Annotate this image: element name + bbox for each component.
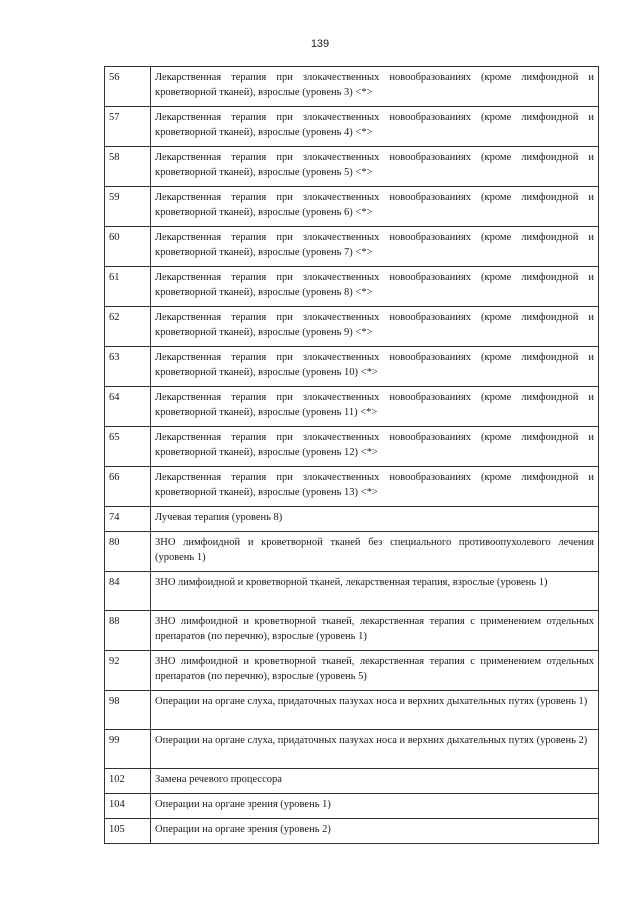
row-description: Лекарственная терапия при злокачественных новообразованиях (кроме лимфоидной и кроветворной тканей), взрослые (уровень 12) <*> [151,427,599,467]
row-code: 92 [105,651,151,691]
table-row [105,819,599,844]
row-code: 59 [105,187,151,227]
table-row [105,387,599,427]
row-code: 104 [105,794,151,819]
table-row [105,427,599,467]
tariff-table [104,66,599,844]
row-description: Замена речевого процессора [151,769,599,794]
row-description: ЗНО лимфоидной и кроветворной тканей без специального противоопухолевого лечения (уровень 1) [151,532,599,572]
row-description: Лекарственная терапия при злокачественных новообразованиях (кроме лимфоидной и кроветворной тканей), взрослые (уровень 4) <*> [151,107,599,147]
table-row [105,107,599,147]
table-row [105,347,599,387]
row-code: 102 [105,769,151,794]
row-code: 64 [105,387,151,427]
row-description: Лекарственная терапия при злокачественных новообразованиях (кроме лимфоидной и кроветворной тканей), взрослые (уровень 5) <*> [151,147,599,187]
table-row [105,267,599,307]
table-row [105,794,599,819]
row-code: 60 [105,227,151,267]
table-row [105,507,599,532]
row-description: Лекарственная терапия при злокачественных новообразованиях (кроме лимфоидной и кроветворной тканей), взрослые (уровень 8) <*> [151,267,599,307]
row-description: Лекарственная терапия при злокачественных новообразованиях (кроме лимфоидной и кроветворной тканей), взрослые (уровень 10) <*> [151,347,599,387]
row-description: Лекарственная терапия при злокачественных новообразованиях (кроме лимфоидной и кроветворной тканей), взрослые (уровень 9) <*> [151,307,599,347]
row-code: 56 [105,67,151,107]
row-description: Лекарственная терапия при злокачественных новообразованиях (кроме лимфоидной и кроветворной тканей), взрослые (уровень 13) <*> [151,467,599,507]
table-row [105,769,599,794]
table-row [105,572,599,611]
table-row [105,147,599,187]
row-code: 105 [105,819,151,844]
row-description: ЗНО лимфоидной и кроветворной тканей, лекарственная терапия, взрослые (уровень 1) [151,572,599,611]
row-description: Лекарственная терапия при злокачественных новообразованиях (кроме лимфоидной и кроветворной тканей), взрослые (уровень 3) <*> [151,67,599,107]
table-row [105,651,599,691]
row-description: Лучевая терапия (уровень 8) [151,507,599,532]
table-row [105,532,599,572]
row-code: 99 [105,730,151,769]
row-description: Лекарственная терапия при злокачественных новообразованиях (кроме лимфоидной и кроветворной тканей), взрослые (уровень 11) <*> [151,387,599,427]
row-description: Операции на органе зрения (уровень 1) [151,794,599,819]
row-description: Операции на органе слуха, придаточных пазухах носа и верхних дыхательных путях (уровень 2) [151,730,599,769]
row-code: 98 [105,691,151,730]
table-row [105,187,599,227]
table-row [105,227,599,267]
row-code: 65 [105,427,151,467]
table-row [105,467,599,507]
row-description: Лекарственная терапия при злокачественных новообразованиях (кроме лимфоидной и кроветворной тканей), взрослые (уровень 7) <*> [151,227,599,267]
row-code: 74 [105,507,151,532]
row-code: 57 [105,107,151,147]
row-description: Операции на органе зрения (уровень 2) [151,819,599,844]
row-description: Операции на органе слуха, придаточных пазухах носа и верхних дыхательных путях (уровень 1) [151,691,599,730]
table-row [105,307,599,347]
row-code: 62 [105,307,151,347]
table-row [105,67,599,107]
row-code: 88 [105,611,151,651]
row-code: 80 [105,532,151,572]
row-code: 63 [105,347,151,387]
table-row [105,691,599,730]
row-code: 66 [105,467,151,507]
row-code: 61 [105,267,151,307]
row-code: 84 [105,572,151,611]
table-row [105,611,599,651]
row-description: ЗНО лимфоидной и кроветворной тканей, лекарственная терапия с применением отдельных препаратов (по перечню), взрослые (уровень 1) [151,611,599,651]
table-row [105,730,599,769]
row-description: ЗНО лимфоидной и кроветворной тканей, лекарственная терапия с применением отдельных препаратов (по перечню), взрослые (уровень 5) [151,651,599,691]
page-number: 139 [310,38,330,50]
row-description: Лекарственная терапия при злокачественных новообразованиях (кроме лимфоидной и кроветворной тканей), взрослые (уровень 6) <*> [151,187,599,227]
row-code: 58 [105,147,151,187]
